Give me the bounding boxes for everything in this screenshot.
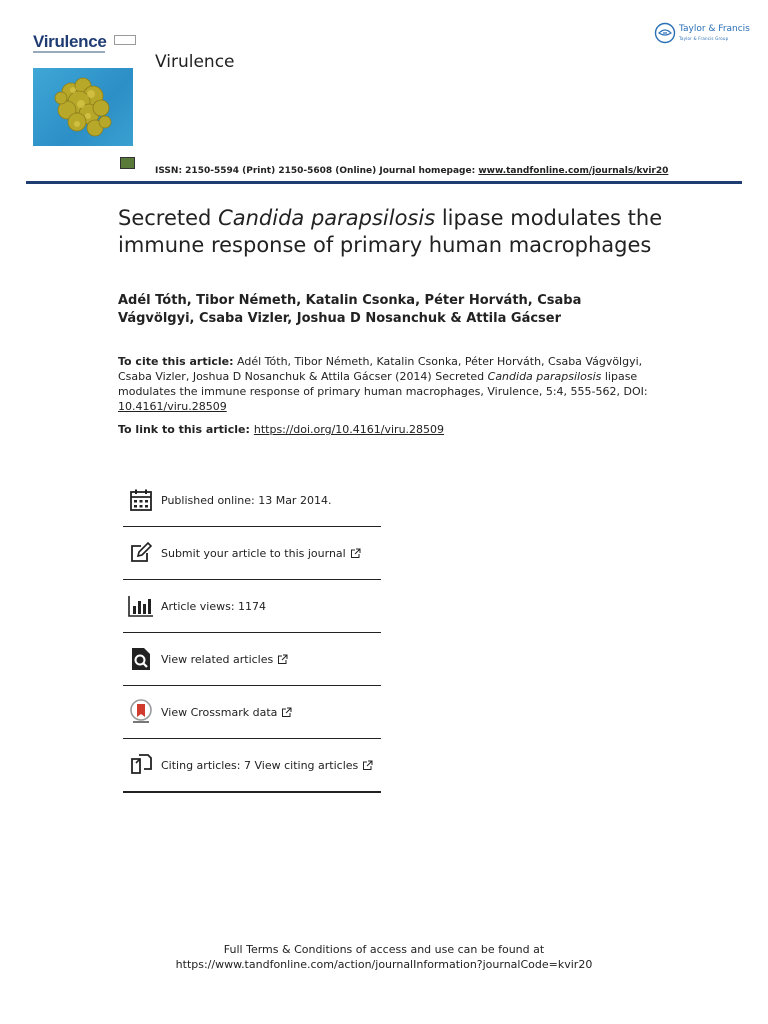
info-row-crossmark[interactable]: [123, 686, 381, 739]
search-document-icon: [127, 645, 155, 673]
article-doi-link[interactable]: https://doi.org/10.4161/viru.28509: [253, 423, 445, 436]
external-link-icon: [362, 760, 373, 771]
journal-homepage-link[interactable]: www.tandfonline.com/journals/kvir20: [478, 166, 669, 176]
article-authors: Adél Tóth, Tibor Németh, Katalin Csonka, Péter Horváth, Csaba Vágvölgyi, Csaba Vizler, Joshua D Nosanchuk & Attila Gácser: [118, 293, 582, 326]
issn-line: [155, 166, 668, 176]
info-row-published: [123, 474, 381, 527]
external-link-icon: [277, 654, 288, 665]
title-text-end: lipase modulates the immune response of primary human macrophages: [118, 206, 663, 257]
external-link-icon: [281, 707, 292, 718]
citation-text: Adél Tóth, Tibor Németh, Katalin Csonka, Péter Horváth, Csaba Vágvölgyi, Csaba Vizler, Joshua D Nosanchuk & Attila Gácser (2014) Secreted: [118, 355, 643, 383]
info-row-submit[interactable]: [123, 527, 381, 580]
terms-text: Full Terms & Conditions of access and use can be found at: [223, 943, 545, 956]
logo-underline: [33, 51, 105, 53]
published-date-label: Published online: 13 Mar 2014.: [161, 493, 332, 507]
issn-text: ISSN: 2150-5594 (Print) 2150-5608 (Online) Journal homepage:: [155, 166, 476, 176]
terms-footer: [0, 942, 768, 972]
external-link-icon: [350, 548, 361, 559]
article-link-label: To link to this article:: [118, 423, 250, 436]
info-row-related[interactable]: [123, 633, 381, 686]
citing-icon: [127, 751, 155, 779]
submit-article-link[interactable]: Submit your article to this journal: [161, 546, 346, 560]
title-species: Candida parapsilosis: [218, 206, 436, 230]
article-link-line: [118, 423, 444, 436]
title-text: Secreted: [118, 206, 219, 230]
citation-doi-link[interactable]: 10.4161/viru.28509: [118, 400, 227, 413]
bar-chart-icon: [127, 592, 155, 620]
terms-url[interactable]: https://www.tandfonline.com/action/journalInformation?journalCode=kvir20: [175, 958, 593, 971]
journal-thumbnail: [120, 157, 135, 169]
article-views-label: Article views: 1174: [161, 599, 267, 613]
edit-icon: [127, 539, 155, 567]
info-row-views: [123, 580, 381, 633]
publisher-name: [679, 24, 750, 44]
society-logo: [114, 35, 136, 45]
citing-articles-link[interactable]: Citing articles: 7 View citing articles: [161, 758, 359, 772]
crossmark-link[interactable]: View Crossmark data: [161, 705, 278, 719]
journal-cover-image: [33, 68, 133, 146]
calendar-icon: [127, 486, 155, 514]
citation-species: Candida parapsilosis: [487, 370, 602, 383]
publisher-logo-icon: [654, 22, 676, 44]
related-articles-link[interactable]: View related articles: [161, 652, 274, 666]
article-title: [118, 205, 678, 259]
header-divider: [26, 181, 742, 184]
journal-logo: Virulence: [33, 32, 107, 51]
info-row-citing[interactable]: [123, 739, 381, 793]
journal-name: Virulence: [155, 52, 235, 72]
crossmark-icon: [127, 698, 155, 726]
publisher-name-text: Taylor & Francis: [679, 24, 750, 34]
citation-block: [118, 354, 648, 414]
citation-text-end: lipase modulates the immune response of primary human macrophages, Virulence, 5:4, 555-562, DOI:: [118, 370, 648, 398]
article-info-list: [123, 474, 381, 793]
publisher-subtitle: Taylor & Francis Group: [679, 36, 729, 41]
citation-label: To cite this article:: [118, 355, 234, 368]
